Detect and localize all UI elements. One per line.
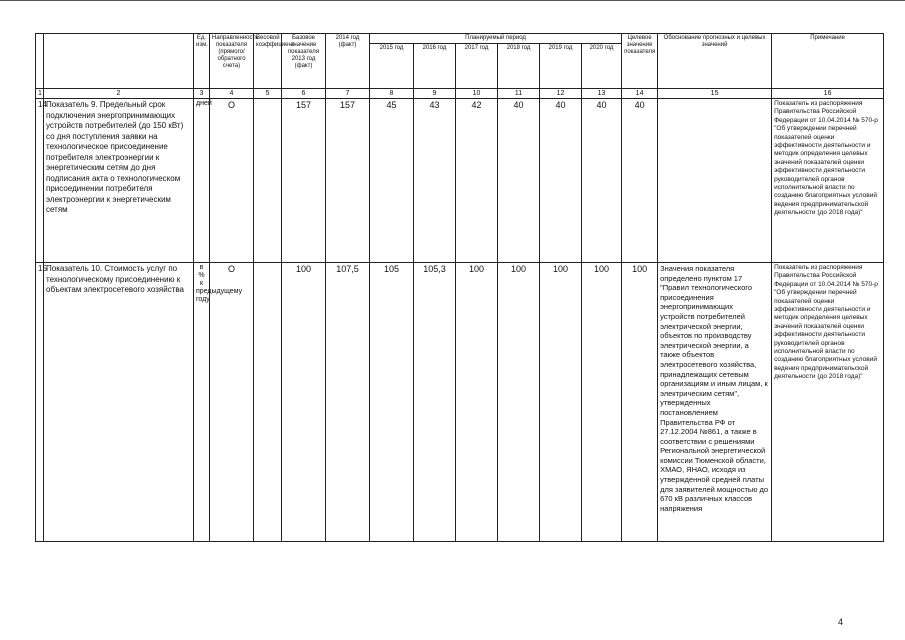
column-number: 6 [282, 89, 326, 99]
column-number: 11 [498, 89, 540, 99]
weight-cell [254, 99, 282, 263]
header-row-1 [36, 34, 884, 44]
table-row [36, 99, 884, 263]
year-value-cell: 42 [456, 99, 498, 263]
column-number-row [36, 89, 884, 99]
year-value-cell: 105 [370, 263, 414, 542]
column-number: 4 [210, 89, 254, 99]
year-value-cell: 100 [540, 263, 582, 542]
year-value-cell: 40 [498, 99, 540, 263]
indicators-table [35, 33, 884, 542]
column-number: 14 [622, 89, 658, 99]
header-weight: Весовой коэффициент [254, 34, 282, 89]
year-value-cell: 100 [582, 263, 622, 542]
header-blank-2 [44, 34, 194, 89]
header-year: 2019 год [540, 44, 582, 89]
target-value-cell: 40 [622, 99, 658, 263]
column-number: 15 [658, 89, 772, 99]
year-value-cell: 100 [498, 263, 540, 542]
header-note: Примечание [772, 34, 884, 89]
column-number: 8 [370, 89, 414, 99]
base-value-cell: 100 [282, 263, 326, 542]
year-value-cell: 40 [540, 99, 582, 263]
row-number: 14 [36, 99, 44, 263]
header-target: Целевое значение показателя [622, 34, 658, 89]
header-year: 2020 год [582, 44, 622, 89]
base-value-cell: 157 [282, 99, 326, 263]
year-value-cell: 45 [370, 99, 414, 263]
header-unit: Ед. изм. [194, 34, 210, 89]
header-justification: Обоснование прогнозных и целевых значений [658, 34, 772, 89]
column-number: 2 [44, 89, 194, 99]
header-base: Базовое значение показателя 2013 год (факт) [282, 34, 326, 89]
value-2014-cell: 107,5 [326, 263, 370, 542]
year-value-cell: 40 [582, 99, 622, 263]
header-2014: 2014 год (факт) [326, 34, 370, 89]
note-cell: Показатель из распоряжения Правительства Российской Федерации от 10.04.2014 № 570-р "Об утверждении перечней показателей оценки эффективности деятельности и методик определения целевых значений показателей оценки эффективности деятельности руководителей органов исполнительной власти по созданию благоприятных условий ведения предпринимательской деятельности (до 2018 года)" [772, 99, 884, 263]
header-year: 2015 год [370, 44, 414, 89]
page-number: 4 [838, 617, 844, 627]
unit-cell: в % к предыдущему году [194, 263, 210, 542]
page-top-edge [0, 0, 905, 1]
column-number: 1 [36, 89, 44, 99]
unit-cell: дней [194, 99, 210, 263]
column-number: 7 [326, 89, 370, 99]
column-number: 10 [456, 89, 498, 99]
header-year: 2016 год [414, 44, 456, 89]
indicator-name: Показатель 9. Предельный срок подключения энергопринимающих устройств потребителей (до 150 кВт) со дня поступления заявки на технологическое присоединение потребителя электроэнергии к энергетическим сетям до дня подписания акта о технологическом присоединении потребителя электроэнергии к энергетическим сетям [44, 99, 194, 263]
column-number: 5 [254, 89, 282, 99]
table-row [36, 263, 884, 542]
justification-cell: Значения показателя определено пунктом 17 "Правил технологического присоединения энергопринимающих устройств потребителей электрической энергии, объектов по производству электрической энергии, а также объектов электросетевого хозяйства, принадлежащих сетевым организациям и иным лицам, к электрическим сетям", утвержденных постановлением Правительства РФ от 27.12.2004 №861, а также в соответствии с решениями Региональной энергетической комиссии Тюменской области, ХМАО, ЯНАО, исходя из утвержденной средней платы для заявителей мощностью до 670 кВ различных классов напряжения [658, 263, 772, 542]
year-value-cell: 105,3 [414, 263, 456, 542]
target-value-cell: 100 [622, 263, 658, 542]
header-direction: Направленность показателя (прямого/обратного счета) [210, 34, 254, 89]
direction-cell: О [210, 99, 254, 263]
column-number: 9 [414, 89, 456, 99]
weight-cell [254, 263, 282, 542]
header-year: 2017 год [456, 44, 498, 89]
note-cell: Показатель из распоряжения Правительства Российской Федерации от 10.04.2014 № 570-р "Об утверждении перечней показателей оценки эффективности деятельности и методик определения целевых значений показателей оценки эффективности деятельности руководителей органов исполнительной власти по созданию благоприятных условий ведения предпринимательской деятельности (до 2018 года)" [772, 263, 884, 542]
value-2014-cell: 157 [326, 99, 370, 263]
row-number: 15 [36, 263, 44, 542]
year-value-cell: 43 [414, 99, 456, 263]
column-number: 16 [772, 89, 884, 99]
header-planned-period: Планируемый период [370, 34, 622, 44]
header-year: 2018 год [498, 44, 540, 89]
justification-cell [658, 99, 772, 263]
column-number: 13 [582, 89, 622, 99]
column-number: 12 [540, 89, 582, 99]
indicator-name: Показатель 10. Стоимость услуг по технологическому присоединению к объектам электросетевого хозяйства [44, 263, 194, 542]
direction-cell: О [210, 263, 254, 542]
header-blank-1 [36, 34, 44, 89]
column-number: 3 [194, 89, 210, 99]
year-value-cell: 100 [456, 263, 498, 542]
